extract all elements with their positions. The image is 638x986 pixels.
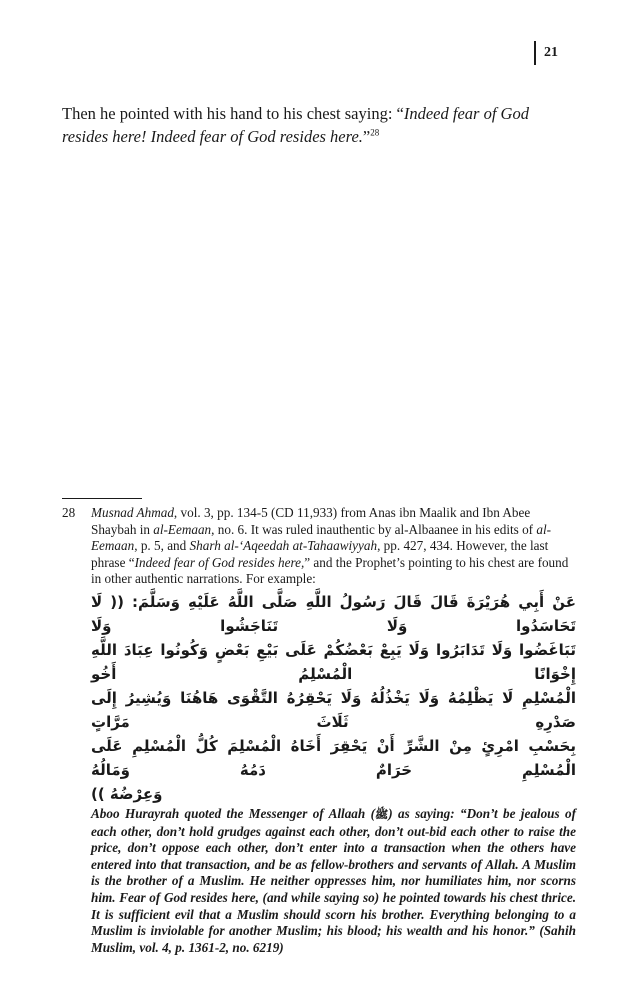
hadith-translation: [91, 806, 576, 956]
arabic-line-4: بِحَسْبِ امْرِئٍ مِنْ الشَّرِّ أَنْ يَحْقِرَ أَخَاهُ الْمُسْلِمَ كُلُّ الْمُسْلِمِ عَلَى الْمُسْلِمِ حَرَامٌ دَمُهُ وَمَالُهُ: [91, 736, 576, 779]
quoted-phrase: Indeed fear of God resides here,: [134, 554, 305, 570]
citation-part-4: , pp. 427, 434. However, the last phrase “: [91, 538, 549, 570]
arabic-line-1: عَنْ أَبِي هُرَيْرَةَ قَالَ قَالَ رَسُولُ اللَّهِ صَلَّى اللَّهُ عَلَيْهِ وَسَلَّمَ: (( لَا تَحَاسَدُوا وَلَا تَنَاجَشُوا وَلَا: [91, 592, 576, 635]
honorific-glyph: ﷺ: [374, 807, 389, 821]
footnote-separator: [62, 498, 142, 499]
book-title-2: al-Eemaan: [91, 521, 552, 554]
book-title-3: Sharh al-‘Aqeedah at-Tahaawiyyah: [189, 538, 378, 554]
translation-part-2: ) as saying: “Don’t be jealous of each other, don’t hold grudges against each other, don’t out-bid each other to raise the price, don’t oppose each other, don’t enter into a transaction when the others have entered into that transaction, and be as fellow-brothers and servants of Allah. A Muslim is the brother of a Muslim. He neither oppresses him, nor humiliates him, nor scorns him. Fear of God resides here, (and while saying so) he pointed towards his chest thrice. It is sufficient evil that a Muslim should scorn his brother. Everything belonging to a Muslim is inviolable for another Muslim; his blood; his wealth and his honor.” (Sahih Muslim, vol. 4, p. 1361-2, no. 6219): [91, 805, 576, 955]
main-paragraph: [62, 102, 576, 148]
book-title-1: al-Eemaan: [153, 521, 212, 537]
page-number: 21: [544, 45, 558, 60]
page-header: [534, 40, 558, 66]
arabic-hadith-text: [91, 590, 576, 806]
translation-part-1: Aboo Hurayrah quoted the Messenger of Allaah (: [91, 805, 375, 821]
footnote-body: [91, 505, 576, 956]
page-number-rule: [534, 41, 536, 65]
arabic-line-3: الْمُسْلِمِ لَا يَظْلِمُهُ وَلَا يَخْذُلُهُ وَلَا يَحْقِرُهُ التَّقْوَى هَاهُنَا وَيُشِيرُ إِلَى صَدْرِهِ ثَلَاثَ مَرَّاتٍ: [91, 688, 576, 731]
citation-part-2: , no. 6. It was ruled inauthentic by al-Albaanee in his edits of: [211, 521, 537, 537]
citation-part-3: , p. 5, and: [134, 538, 190, 554]
arabic-line-5: وَعِرْضُهُ )): [91, 784, 163, 803]
paragraph-lead: Then he pointed with his hand to his chest saying: “: [62, 104, 404, 123]
source-title: Musnad Ahmad: [91, 505, 174, 520]
closing-quote: ”: [362, 127, 371, 146]
citation-part-5: ” and the Prophet’s pointing to his chest are found in other authentic narrations. For example:: [91, 554, 569, 587]
quoted-statement: Indeed fear of God resides here! Indeed fear of God resides here.: [62, 104, 529, 146]
arabic-line-2: تَبَاغَضُوا وَلَا تَدَابَرُوا وَلَا يَبِعْ بَعْضُكُمْ عَلَى بَيْعِ بَعْضٍ وَكُونُوا عِبَادَ اللَّهِ إِخْوَانًا الْمُسْلِمُ أَخُو: [91, 640, 576, 683]
citation-part-1: , vol. 3, pp. 134-5 (CD 11,933) from Anas ibn Maalik and Ibn Abee Shaybah in: [91, 505, 531, 537]
footnote: [62, 505, 576, 956]
footnote-citation: [91, 505, 576, 588]
footnote-reference[interactable]: 28: [370, 127, 380, 138]
footnote-number: 28: [62, 505, 76, 520]
